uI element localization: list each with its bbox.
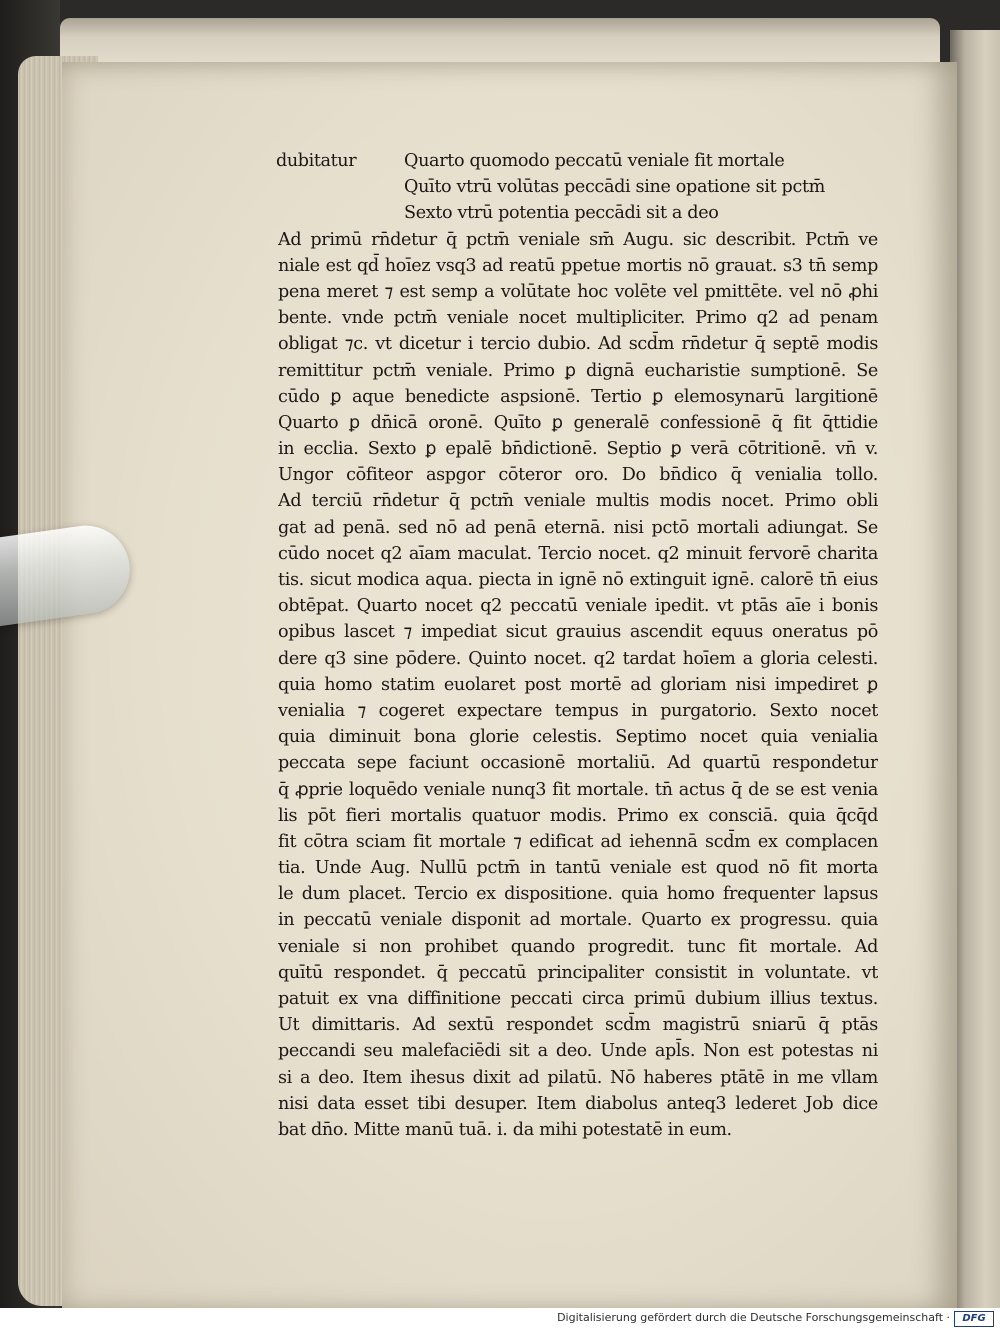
text-line: in ecclia. Sexto ꝑ epalē bn̄dictionē. Septio ꝑ verā cōtritionē. vn̄ v.: [278, 439, 878, 460]
text-line: quia homo statim euolaret post mortē ad gloriam nisi impediret ꝑ: [278, 674, 878, 695]
facing-page-edge: [950, 30, 1000, 1320]
text-line: gat ad penā. sed nō ad penā eternā. nisi pctō mortali adiungat. Se: [278, 517, 878, 538]
text-line: Ad primū rn̄detur q̄ pctm̄ veniale sm̄ Augu. sic describit. Pctm̄ ve: [278, 229, 878, 250]
text-line: cūdo nocet q2 aīam maculat. Tercio nocet. q2 minuit fervorē charita: [278, 543, 878, 564]
text-line: tia. Unde Aug. Nullū pctm̄ in tantū veniale est quod nō fit morta: [278, 858, 878, 879]
text-line: Ungor cōfiteor aspgor cōteror oro. Do bn̄dico q̄ venialia tollo.: [278, 465, 878, 486]
text-line: obtēpat. Quarto nocet q2 peccatū veniale ipedit. vt ptās aīe i bonis: [278, 596, 878, 617]
text-line: bat dn̄o. Mitte manū tuā. i. da mihi potestatē in eum.: [278, 1119, 732, 1140]
text-line: Quarto ꝑ dn̄icā oronē. Quīto ꝑ generalē confessionē q̄ fit q̄ttidie: [278, 412, 878, 433]
text-line: peccata sepe faciunt occasionē mortaliū. Ad quartū respondetur: [278, 753, 878, 774]
text-line: dere q3 sine pōdere. Quinto nocet. q2 tardat hoīem a gloria celesti.: [278, 648, 878, 669]
text-block: [278, 148, 878, 1143]
text-line: pena meret ⁊ est semp a volūtate hoc volēte vel pmittēte. vel nō ꝓhi: [278, 281, 878, 302]
heading-lines: [278, 148, 878, 227]
margin-note: dubitatur: [276, 151, 357, 171]
body-lines: [278, 227, 878, 1144]
text-line: venialia ⁊ cogeret expectare tempus in purgatorio. Sexto nocet: [278, 700, 878, 721]
top-page-edges: [60, 18, 940, 66]
text-line: in peccatū veniale disponit ad mortale. Quarto ex progressu. quia: [278, 910, 878, 931]
text-line: opibus lascet ⁊ impediat sicut grauius ascendit equus oneratus pō: [278, 622, 878, 643]
text-line: peccandi seu malefaciēdi sit a deo. Unde apl̄s. Non est potestas ni: [278, 1041, 878, 1062]
text-line: Ut dimittaris. Ad sextū respondet scd̄m magistrū sniarū q̄ ptās: [278, 1015, 878, 1036]
text-line: niale est qd̄ hoīez vsq3 ad reatū ppetue mortis nō grauat. s3 tn̄ semp: [278, 255, 878, 276]
text-line: cūdo ꝑ aque benedicte aspsionē. Tertio ꝑ elemosynarū largitionē: [278, 386, 878, 407]
text-line: si a deo. Item ihesus dixit ad pilatū. Nō haberes ptātē in me vllam: [278, 1067, 878, 1088]
text-line: quītū respondet. q̄ peccatū principaliter consistit in voluntate. vt: [278, 962, 878, 983]
text-line: lis pōt fieri mortalis quatuor modis. Primo ex consciā. quia q̄cq̄d: [278, 805, 878, 826]
text-line: obligat ⁊c. vt dicetur i tercio dubio. Ad scd̄m rn̄detur q̄ septē modis: [278, 334, 878, 355]
heading-line: Sexto vtrū potentia peccādi sit a deo: [404, 203, 719, 224]
text-line: nisi data esset tibi desuper. Item diabolus anteq3 lederet Job dice: [278, 1093, 878, 1114]
text-line: fit cōtra sciam fit mortale ⁊ edificat ad iehennā scd̄m ex complacen: [278, 831, 878, 852]
text-line: q̄ ꝓprie loquēdo veniale nunq3 fit mortale. tn̄ actus q̄ de se est venia: [278, 779, 878, 800]
text-line: tis. sicut modica aqua. piecta in ignē nō extinguit ignē. calorē tn̄ eius: [278, 570, 878, 590]
text-line: remittitur pctm̄ veniale. Primo ꝑ dignā eucharistie sumptionē. Se: [278, 360, 878, 381]
heading-line: Quarto quomodo peccatū veniale fit mortale: [404, 151, 785, 171]
footer-credit: Digitalisierung gefördert durch die Deutsche Forschungsgemeinschaft ·: [557, 1311, 950, 1324]
text-line: veniale si non prohibet quando progredit. tunc fit mortale. Ad: [278, 936, 878, 957]
text-line: Ad terciū rn̄detur q̄ pctm̄ veniale multis modis nocet. Primo obli: [278, 491, 878, 512]
text-line: le dum placet. Tercio ex dispositione. quia homo frequenter lapsus: [278, 884, 878, 905]
dfg-logo: DFG: [954, 1311, 994, 1327]
text-line: patuit ex vna diffinitione peccati circa primū dubium illius textus.: [278, 989, 878, 1009]
text-line: quia diminuit bona glorie celestis. Septimo nocet quia venialia: [278, 727, 878, 748]
heading-line: Quīto vtrū volūtas peccādi sine opatione sit pctm̄: [404, 177, 826, 198]
text-line: bente. vnde pctm̄ veniale nocet multipliciter. Primo q2 ad penam: [278, 308, 878, 329]
